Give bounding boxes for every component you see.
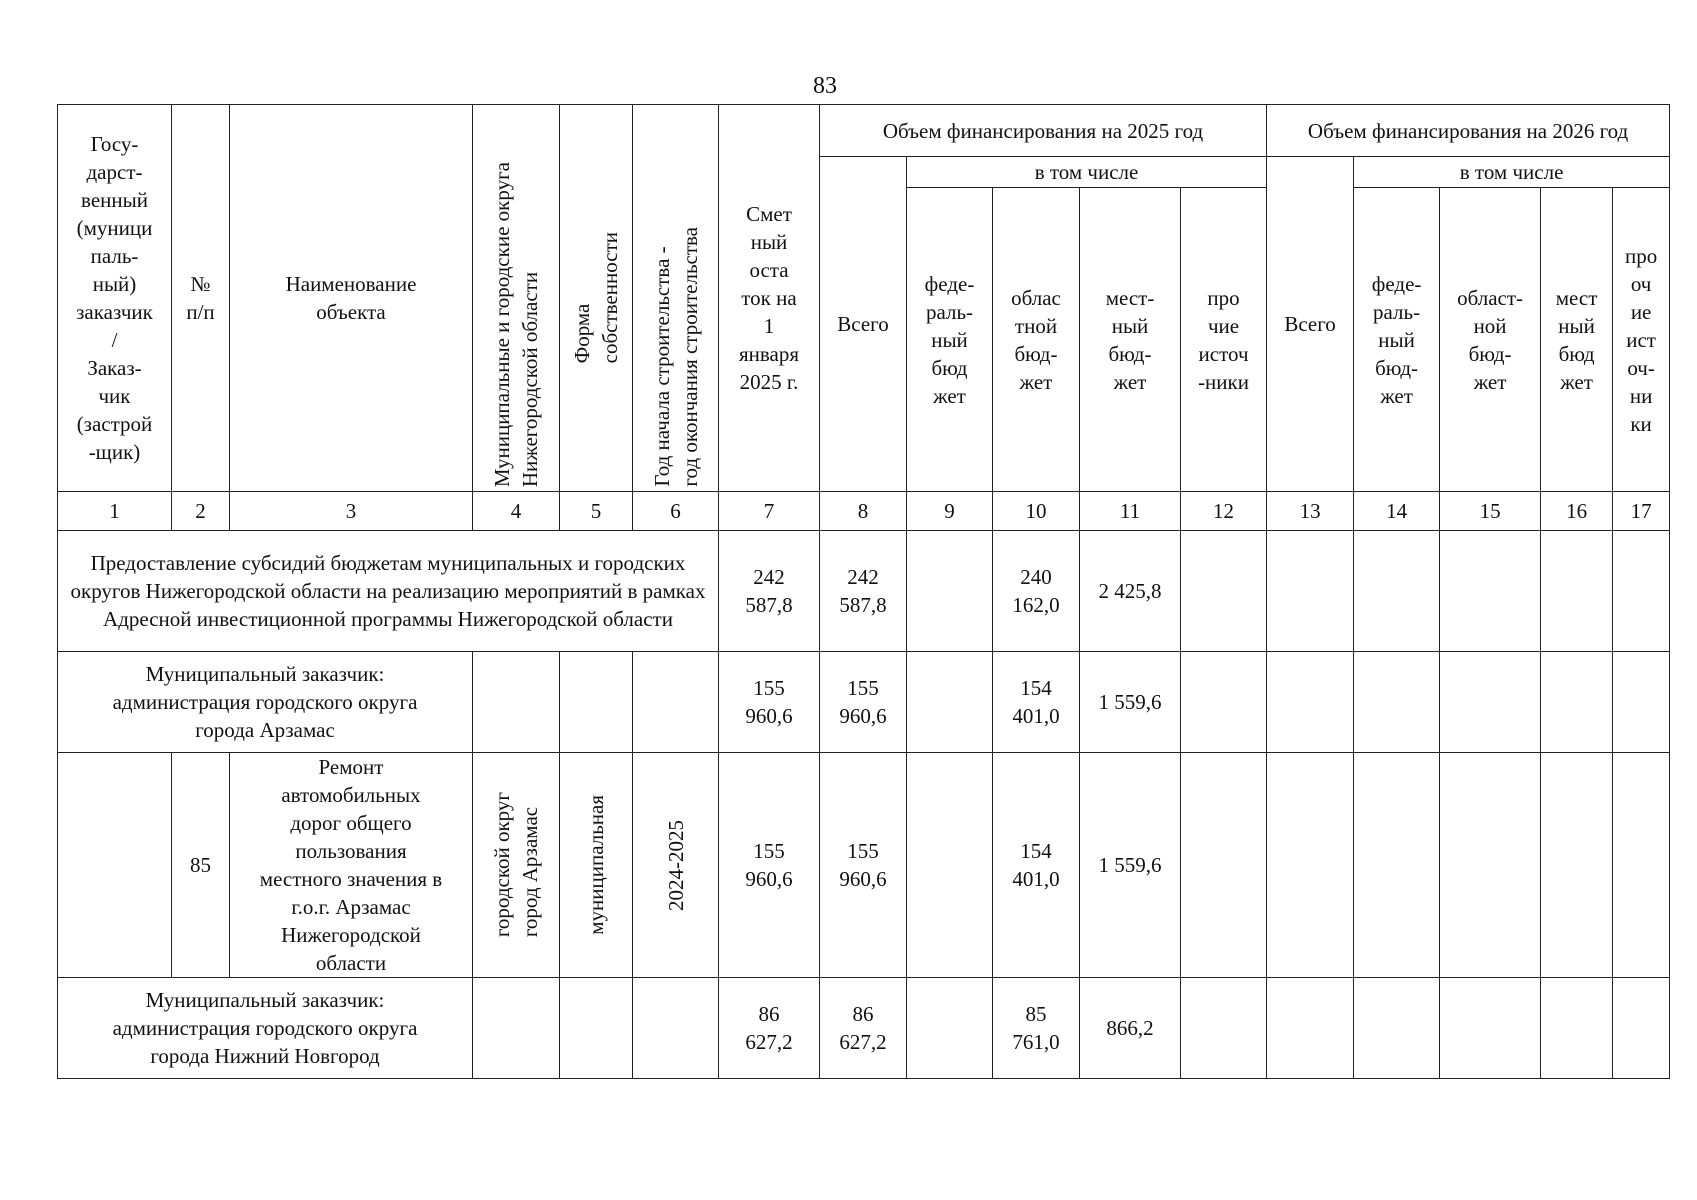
header-districts: Муниципальные и городские округа Нижегородской области bbox=[473, 105, 560, 492]
nn-total: 86 627,2 bbox=[820, 978, 907, 1079]
column-number: 13 bbox=[1267, 492, 1354, 531]
nn-regional: 85 761,0 bbox=[993, 978, 1080, 1079]
header-other-2026: про оч ие ист оч- ни ки bbox=[1613, 188, 1670, 492]
nn-remaining: 86 627,2 bbox=[719, 978, 820, 1079]
column-number: 4 bbox=[473, 492, 560, 531]
header-financing-2025: Объем финансирования на 2025 год bbox=[820, 105, 1267, 157]
empty-cell bbox=[1354, 753, 1440, 978]
header-customer: Госу- дарст- венный (муници паль- ный) заказчик / Заказ- чик (застрой -щик) bbox=[58, 105, 172, 492]
subsidy-local: 2 425,8 bbox=[1080, 531, 1181, 652]
header-federal-2025: феде- раль- ный бюд жет bbox=[907, 188, 993, 492]
subsidy-regional: 240 162,0 bbox=[993, 531, 1080, 652]
header-row-1 bbox=[58, 105, 1670, 157]
empty-cell bbox=[1181, 652, 1267, 753]
empty-cell bbox=[1354, 978, 1440, 1079]
empty-cell bbox=[1181, 753, 1267, 978]
empty-cell bbox=[1613, 978, 1670, 1079]
arzamas-local: 1 559,6 bbox=[1080, 652, 1181, 753]
column-number: 16 bbox=[1541, 492, 1613, 531]
empty-cell bbox=[1541, 652, 1613, 753]
column-number: 3 bbox=[230, 492, 473, 531]
item-85-total: 155 960,6 bbox=[820, 753, 907, 978]
column-number: 2 bbox=[172, 492, 230, 531]
table-row-nn-customer bbox=[58, 978, 1670, 1079]
header-ownership: Форма собственности bbox=[560, 105, 633, 492]
empty-cell bbox=[1613, 753, 1670, 978]
investment-program-table bbox=[57, 104, 1670, 1079]
empty-cell bbox=[1541, 531, 1613, 652]
header-total-2025: Всего bbox=[820, 157, 907, 492]
empty-cell bbox=[560, 978, 633, 1079]
column-number: 9 bbox=[907, 492, 993, 531]
empty-cell bbox=[1181, 978, 1267, 1079]
item-85-regional: 154 401,0 bbox=[993, 753, 1080, 978]
nn-local: 866,2 bbox=[1080, 978, 1181, 1079]
header-including-2025: в том числе bbox=[907, 157, 1267, 188]
header-local-2025: мест- ный бюд- жет bbox=[1080, 188, 1181, 492]
empty-cell bbox=[58, 753, 172, 978]
empty-cell bbox=[1541, 753, 1613, 978]
header-num: № п/п bbox=[172, 105, 230, 492]
empty-cell bbox=[1541, 978, 1613, 1079]
empty-cell bbox=[907, 978, 993, 1079]
header-federal-2026: феде- раль- ный бюд- жет bbox=[1354, 188, 1440, 492]
page-number: 83 bbox=[813, 73, 837, 99]
arzamas-customer-title: Муниципальный заказчик: администрация городского округа города Арзамас bbox=[58, 652, 473, 753]
column-number: 10 bbox=[993, 492, 1080, 531]
arzamas-total: 155 960,6 bbox=[820, 652, 907, 753]
column-number: 5 bbox=[560, 492, 633, 531]
empty-cell bbox=[1267, 531, 1354, 652]
empty-cell bbox=[907, 531, 993, 652]
empty-cell bbox=[1440, 652, 1541, 753]
arzamas-remaining: 155 960,6 bbox=[719, 652, 820, 753]
column-number: 14 bbox=[1354, 492, 1440, 531]
empty-cell bbox=[1613, 531, 1670, 652]
table-row-subsidy bbox=[58, 531, 1670, 652]
column-number: 15 bbox=[1440, 492, 1541, 531]
subsidy-total: 242 587,8 bbox=[820, 531, 907, 652]
empty-cell bbox=[1181, 531, 1267, 652]
header-object-name: Наименование объекта bbox=[230, 105, 473, 492]
empty-cell bbox=[1440, 753, 1541, 978]
header-other-2025: про чие источ -ники bbox=[1181, 188, 1267, 492]
item-85-years: 2024-2025 bbox=[633, 753, 719, 978]
item-85-name: Ремонт автомобильных дорог общего пользования местного значения в г.о.г. Арзамас Нижегородской области bbox=[230, 753, 473, 978]
item-85-remaining: 155 960,6 bbox=[719, 753, 820, 978]
column-number: 1 bbox=[58, 492, 172, 531]
empty-cell bbox=[1267, 652, 1354, 753]
header-including-2026: в том числе bbox=[1354, 157, 1670, 188]
empty-cell bbox=[907, 753, 993, 978]
column-number: 17 bbox=[1613, 492, 1670, 531]
empty-cell bbox=[560, 652, 633, 753]
empty-cell bbox=[907, 652, 993, 753]
item-85-local: 1 559,6 bbox=[1080, 753, 1181, 978]
empty-cell bbox=[473, 652, 560, 753]
empty-cell bbox=[633, 652, 719, 753]
column-number: 8 bbox=[820, 492, 907, 531]
header-regional-2026: област- ной бюд- жет bbox=[1440, 188, 1541, 492]
table-row-arzamas-customer bbox=[58, 652, 1670, 753]
empty-cell bbox=[1267, 978, 1354, 1079]
item-85-district: городской округ город Арзамас bbox=[473, 753, 560, 978]
empty-cell bbox=[633, 978, 719, 1079]
empty-cell bbox=[1354, 652, 1440, 753]
column-number: 7 bbox=[719, 492, 820, 531]
column-numbers-row bbox=[58, 492, 1670, 531]
header-financing-2026: Объем финансирования на 2026 год bbox=[1267, 105, 1670, 157]
empty-cell bbox=[1267, 753, 1354, 978]
empty-cell bbox=[473, 978, 560, 1079]
empty-cell bbox=[1440, 978, 1541, 1079]
header-local-2026: мест ный бюд жет bbox=[1541, 188, 1613, 492]
item-85-number: 85 bbox=[172, 753, 230, 978]
subsidy-title: Предоставление субсидий бюджетам муниципальных и городских округов Нижегородской области на реализацию мероприятий в рамках Адресной инвестиционной программы Нижегородской области bbox=[58, 531, 719, 652]
column-number: 11 bbox=[1080, 492, 1181, 531]
column-number: 12 bbox=[1181, 492, 1267, 531]
table-row-item-85 bbox=[58, 753, 1670, 978]
header-total-2026: Всего bbox=[1267, 157, 1354, 492]
item-85-ownership: муниципальная bbox=[560, 753, 633, 978]
empty-cell bbox=[1354, 531, 1440, 652]
column-number: 6 bbox=[633, 492, 719, 531]
empty-cell bbox=[1440, 531, 1541, 652]
header-regional-2025: облас тной бюд- жет bbox=[993, 188, 1080, 492]
header-remaining: Смет ный оста ток на 1 января 2025 г. bbox=[719, 105, 820, 492]
arzamas-regional: 154 401,0 bbox=[993, 652, 1080, 753]
subsidy-remaining: 242 587,8 bbox=[719, 531, 820, 652]
nn-customer-title: Муниципальный заказчик: администрация городского округа города Нижний Новгород bbox=[58, 978, 473, 1079]
empty-cell bbox=[1613, 652, 1670, 753]
header-years: Год начала строительства - год окончания строительства bbox=[633, 105, 719, 492]
